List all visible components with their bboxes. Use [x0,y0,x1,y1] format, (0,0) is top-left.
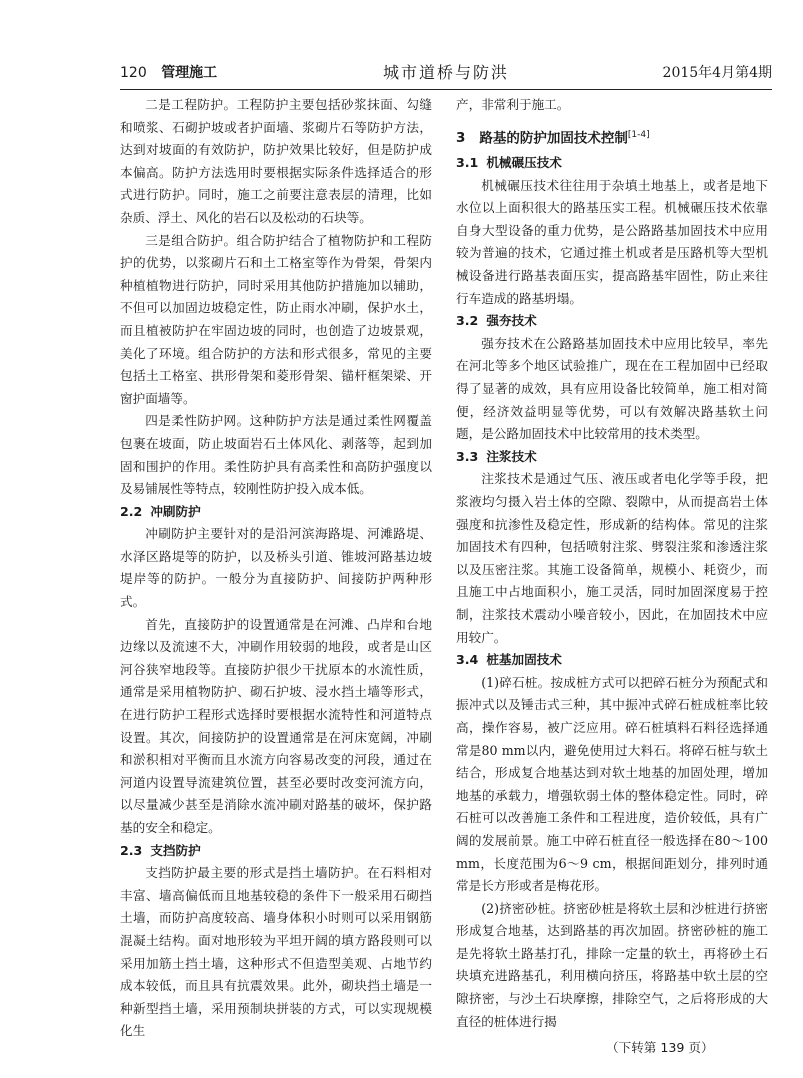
paragraph: 二是工程防护。工程防护主要包括砂浆抹面、勾缝和喷浆、石砌护坡或者护面墙、浆砌片石等防护方法，达到对坡面的有效防护，防护效果比较好，但是防护成本偏高。防护方法选用时要根据实际条件选择适合的形式进行防护。同时，施工之前要注意表层的清理，比如杂质、浮土、风化的岩石以及松动的石块等。 [120,97,432,225]
issue-info: 2015年4月第4期 [662,65,772,81]
section-heading-3-3: 3.3 注浆技术 [456,448,537,464]
paragraph: (1)碎石桩。按成桩方式可以把碎石桩分为预配式和振冲式以及锤击式三种，其中振冲式碎石桩成桩率比较高，操作容易，被广泛应用。碎石桩填料石料径选择通常是80 mm以内，避免使用过大料石。将碎石桩与软土结合，形成复合地基达到对软土地基的加固处理，增加地基的承载力，增强软弱土体的整体稳定性。同时，碎石桩可以改善施工条件和工程进度，造价较低，具有广阔的发展前景。施工中碎石桩直径一般选择在80～100 mm，长度范围为6～9 cm，根据间距划分，排列时通常是长方形或者是梅花形。 [456,674,768,894]
page-header [120,58,772,90]
paragraph: 机械碾压技术往往用于杂填土地基上，或者是地下水位以上面积很大的路基压实工程。机械碾压技术依靠自身大型设备的重力优势，是公路路基加固技术中应用较为普遍的技术，它通过推土机或者是压路机等大型机械设备进行路基表面压实，提高路基牢固性，防止来往行车造成的路基坍塌。 [456,177,768,306]
left-column [120,94,432,1043]
paragraph: 产，非常利于施工。 [456,97,570,112]
citation-ref: [1-4] [627,129,650,140]
paragraph: 三是组合防护。组合防护结合了植物防护和工程防护的优势，以浆砌片石和土工格室等作为骨架，骨架内种植植物进行防护，同时采用其他防护措施加以辅助，不但可以加固边坡稳定性，防止雨水冲刷，保护水土，而且植被防护在牢固边坡的同时，也创造了边坡景观，美化了环境。组合防护的方法和形式很多，常见的主要包括土工格室、拱形骨架和菱形骨架、锚杆框架梁、开窗护面墙等。 [120,232,432,406]
page-number: 120 [120,65,147,81]
section-heading-2-2: 2.2 冲刷防护 [120,503,201,519]
section-name: 管理施工 [161,65,218,81]
paragraph: 首先，直接防护的设置通常是在河滩、凸岸和台地边缘以及流速不大，冲刷作用较弱的地段，或者是山区河谷狭窄地段等。直接防护很少干扰原本的水流性质，通常是采用植物防护、砌石护坡、浸水挡土墙等形式，在进行防护工程形式选择时要根据水流特性和河道特点设置。其次，间接防护的设置通常是在河床宽阔，冲刷和淤积相对平衡而且水流方向容易改变的河段，通过在河道内设置导流建筑位置，甚至必要时改变河流方向，以尽量减少甚至是消除水流冲刷对路基的破坏，保护路基的安全和稳定。 [120,616,432,835]
continued-note: （下转第 139 页） [606,1040,714,1055]
section-heading-3-2: 3.2 强夯技术 [456,313,537,329]
paragraph: 支挡防护最主要的形式是挡土墙防护。在石料相对丰富、墙高偏低而且地基较稳的条件下一般采用石砌挡土墙，而防护高度较高、墙身体积小时则可以采用钢筋混凝土结构。面对地形较为平坦开阔的填方路段则可以采用加筋土挡土墙，这种形式不但造型美观、占地节约成本较低，而且具有抗震效果。此外，砌块挡土墙是一种新型挡土墙，采用预制块拼装的方式，可以实现规模化生 [120,865,432,1039]
section-heading-3-1: 3.1 机械碾压技术 [456,155,562,171]
journal-title: 城市道桥与防洪 [382,63,509,82]
section-heading-3-4: 3.4 桩基加固技术 [456,652,562,668]
paragraph: 四是柔性防护网。这种防护方法是通过柔性网覆盖包裹在坡面，防止坡面岩石土体风化、剥落等，起到加固和围护的作用。柔性防护具有高柔性和高防护强度以及易铺展性等特点，较刚性防护投入成本低。 [120,413,432,497]
paragraph: 冲刷防护主要针对的是沿河滨海路堤、河滩路堤、水泽区路堤等的防护，以及桥头引道、锥坡河路基边坡堤岸等的防护。一般分为直接防护、间接防护两种形式。 [120,526,432,610]
paragraph: (2)挤密砂桩。挤密砂桩是将软土层和沙桩进行挤密形成复合地基，达到路基的再次加固。挤密砂桩的施工是先将软土路基打孔，排除一定量的软土，再将砂土石块填充进路基孔，利用横向挤压，将路基中软土层的空隙挤密，与沙土石块摩擦，排除空气，之后将形成的大直径的桩体进行揭 [456,900,768,1029]
section-heading-2-3: 2.3 支挡防护 [120,842,201,858]
right-column [456,94,768,1033]
paragraph: 注浆技术是通过气压、液压或者电化学等手段，把浆液均匀摄入岩土体的空隙、裂隙中，从而提高岩土体强度和抗渗性及稳定性，形成新的结构体。常见的注浆加固技术有四种，包括喷射注浆、劈裂注浆和渗透注浆以及压密注浆。其施工设备简单，规模小、耗资少，而且施工中占地面积小，施工灵活，同时加固深度易于控制，注浆技术震动小噪音较小，因此，在加固技术中应用较广。 [456,471,768,645]
section-heading-3: 3 路基的防护加固技术控制[1-4] [456,129,650,147]
paragraph: 强夯技术在公路路基加固技术中应用比较早，率先在河北等多个地区试验推广，现在在工程加固中已经取得了显著的成效，具有应用设备比较简单，施工相对简便，经济效益明显等优势，可以有效解决路基软土问题，是公路加固技术中比较常用的技术类型。 [456,335,768,442]
